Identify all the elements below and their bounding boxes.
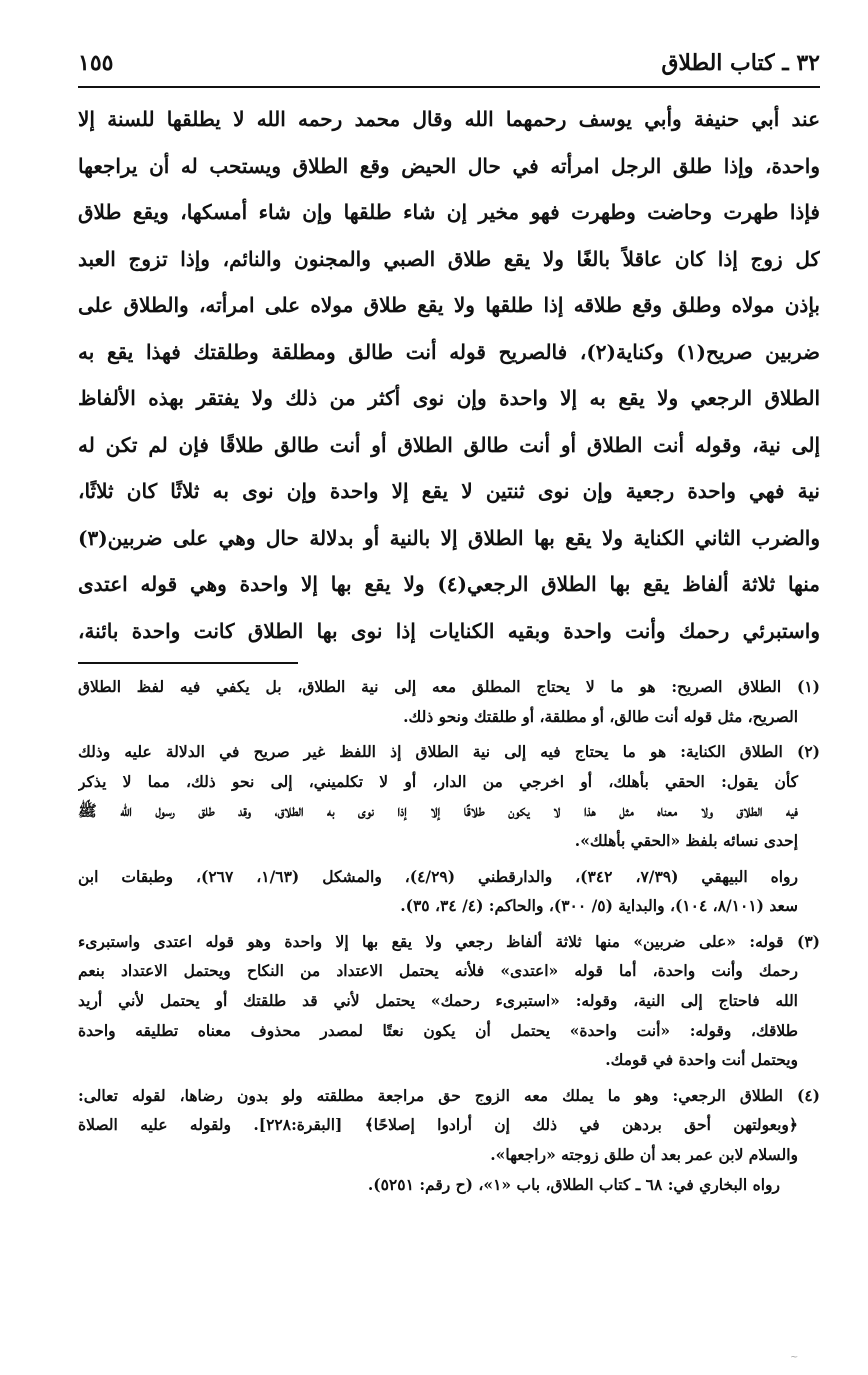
text-line: ضربين صريح(١) وكناية(٢)، فالصريح قوله أنت طالق ومطلقة وطلقتك فهذا يقع به [78, 339, 820, 364]
footnote-line: ﴿وبعولتهن أحق بردهن في ذلك إن أرادوا إصلاحًا﴾ [البقرة:٢٢٨]. ولقوله عليه الصلاة [78, 1115, 798, 1135]
footnote-1 [78, 672, 820, 731]
footnote-line: (٤) الطلاق الرجعي: وهو ما يملك معه الزوج حق مراجعة مطلقته ولو بدون رضاها، لقوله تعالى: [78, 1085, 820, 1105]
footnotes [78, 672, 820, 1205]
running-head: ٣٢ ـ كتاب الطلاق [661, 50, 820, 76]
footnote-2-sources [78, 862, 820, 921]
text-line: كل زوج إذا كان عاقلاً بالغًا ولا يقع طلاق الصبي والمجنون والنائم، وإذا تزوج العبد [78, 246, 820, 271]
footnote-line: رواه البيهقي (٧/٣٩، ٣٤٢)، والدارقطني (٤/٢٩)، والمشكل (١/٦٣، ٢٦٧)، وطبقات ابن [78, 866, 799, 886]
footnote-line: (٢) الطلاق الكناية: هو ما يحتاج فيه إلى نية الطلاق إذ اللفظ غير صريح في الدلالة عليه وذلك [78, 742, 820, 762]
scan-mark: ~ [790, 1352, 799, 1363]
footnote-line: (١) الطلاق الصريح: هو ما لا يحتاج المطلق معه إلى نية الطلاق، بل يكفي فيه لفظ الطلاق [78, 677, 820, 696]
page-number: ١٥٥ [78, 50, 114, 76]
footnote-line: ويحتمل أنت واحدة في قومك. [605, 1050, 798, 1070]
footnote-line: طلاقك، وقوله: «أنت واحدة» يحتمل أن يكون نعتًا لمصدر محذوف معناه تطليقه واحدة [78, 1020, 798, 1040]
footnote-line: رحمك وأنت واحدة، أما قوله «اعتدى» فلأنه يحتمل الاعتداد من النكاح ويحتمل الاعتداد بنعم [78, 961, 798, 981]
text-line: واستبرئي رحمك وأنت واحدة وبقيه الكنايات إذا نوى بها الطلاق كانت واحدة بائنة، [78, 618, 820, 643]
text-line: عند أبي حنيفة وأبي يوسف رحمهما الله وقال محمد رحمه الله لا يطلقها للسنة إلا [78, 107, 820, 131]
footnote-2 [78, 737, 820, 855]
footnote-3 [78, 927, 820, 1075]
footnote-line: إحدى نسائه بلفظ «الحقي بأهلك». [574, 830, 798, 850]
text-line: الطلاق الرجعي ولا يقع به إلا واحدة وإن نوى أكثر من ذلك ولا يفتقر بهذه الألفاظ [78, 386, 820, 410]
text-line: منها ثلاثة ألفاظ يقع بها الطلاق الرجعي(٤) ولا يقع بها إلا واحدة وهي قوله اعتدى [78, 572, 820, 596]
text-line: فإذا طهرت وحاضت وطهرت فهو مخير إن شاء طلقها وإن شاء أمسكها، ويقع طلاق [78, 200, 820, 224]
footnote-line: الصريح، مثل قوله أنت طالق، أو مطلقة، أو طلقتك ونحو ذلك. [403, 706, 798, 726]
footnote-line: الله فاحتاج إلى النية، وقوله: «استبرىء رحمك» يحتمل لأني قد طلقتك أو يحتمل لأني أريد [78, 990, 798, 1010]
text-line: واحدة، وإذا طلق الرجل امرأته في حال الحيض وقع الطلاق ويستحب له أن يراجعها [78, 153, 820, 178]
text-line: نية فهي واحدة رجعية وإن نوى ثنتين لا يقع إلا واحدة وإن نوى به ثلاثًا كان ثلاثًا، [78, 479, 820, 503]
footnote-line: رواه البخاري في: ٦٨ ـ كتاب الطلاق، باب «١»، (ح رقم: ٥٢٥١). [367, 1174, 780, 1194]
footnote-rule [78, 662, 298, 664]
text-line: بإذن مولاه وطلق وقع طلاقه إذا طلقها ولا يقع طلاق مولاه على امرأته، والطلاق على [78, 293, 820, 317]
main-text [78, 96, 820, 654]
footnote-line: (٣) قوله: «على ضربين» منها ثلاثة ألفاظ رجعي ولا يقع بها إلا واحدة وهو قوله اعتدى واستبرىء [78, 931, 820, 951]
footnote-4 [78, 1081, 820, 1199]
text-line: والضرب الثاني الكناية ولا يقع بها الطلاق إلا بالنية أو بدلالة حال وهي على ضربين(٣) [78, 525, 820, 550]
footnote-line: فيه الطلاق ولا معناه مثل هذا لا يكون طلاقًا إلا إذا نوى به الطلاق، وقد طلق رسول الله ﷺ [78, 801, 798, 821]
footnote-line: كأن يقول: الحقي بأهلك، أو اخرجي من الدار، أو لا تكلميني، إلى نحو ذلك، مما لا يذكر [78, 771, 798, 791]
footnote-line: والسلام لابن عمر بعد أن طلق زوجته «راجعها». [490, 1144, 798, 1164]
text-line: إلى نية، وقوله أنت الطلاق أو أنت طالق الطلاق أو أنت طالق طلاقًا فإن لم تكن له [78, 432, 820, 457]
footnote-line: سعد (٨/١٠١، ١٠٤)، والبداية (٥/ ٣٠٠)، والحاكم: (٤/ ٣٤، ٣٥). [400, 896, 798, 916]
page-header [78, 40, 820, 88]
